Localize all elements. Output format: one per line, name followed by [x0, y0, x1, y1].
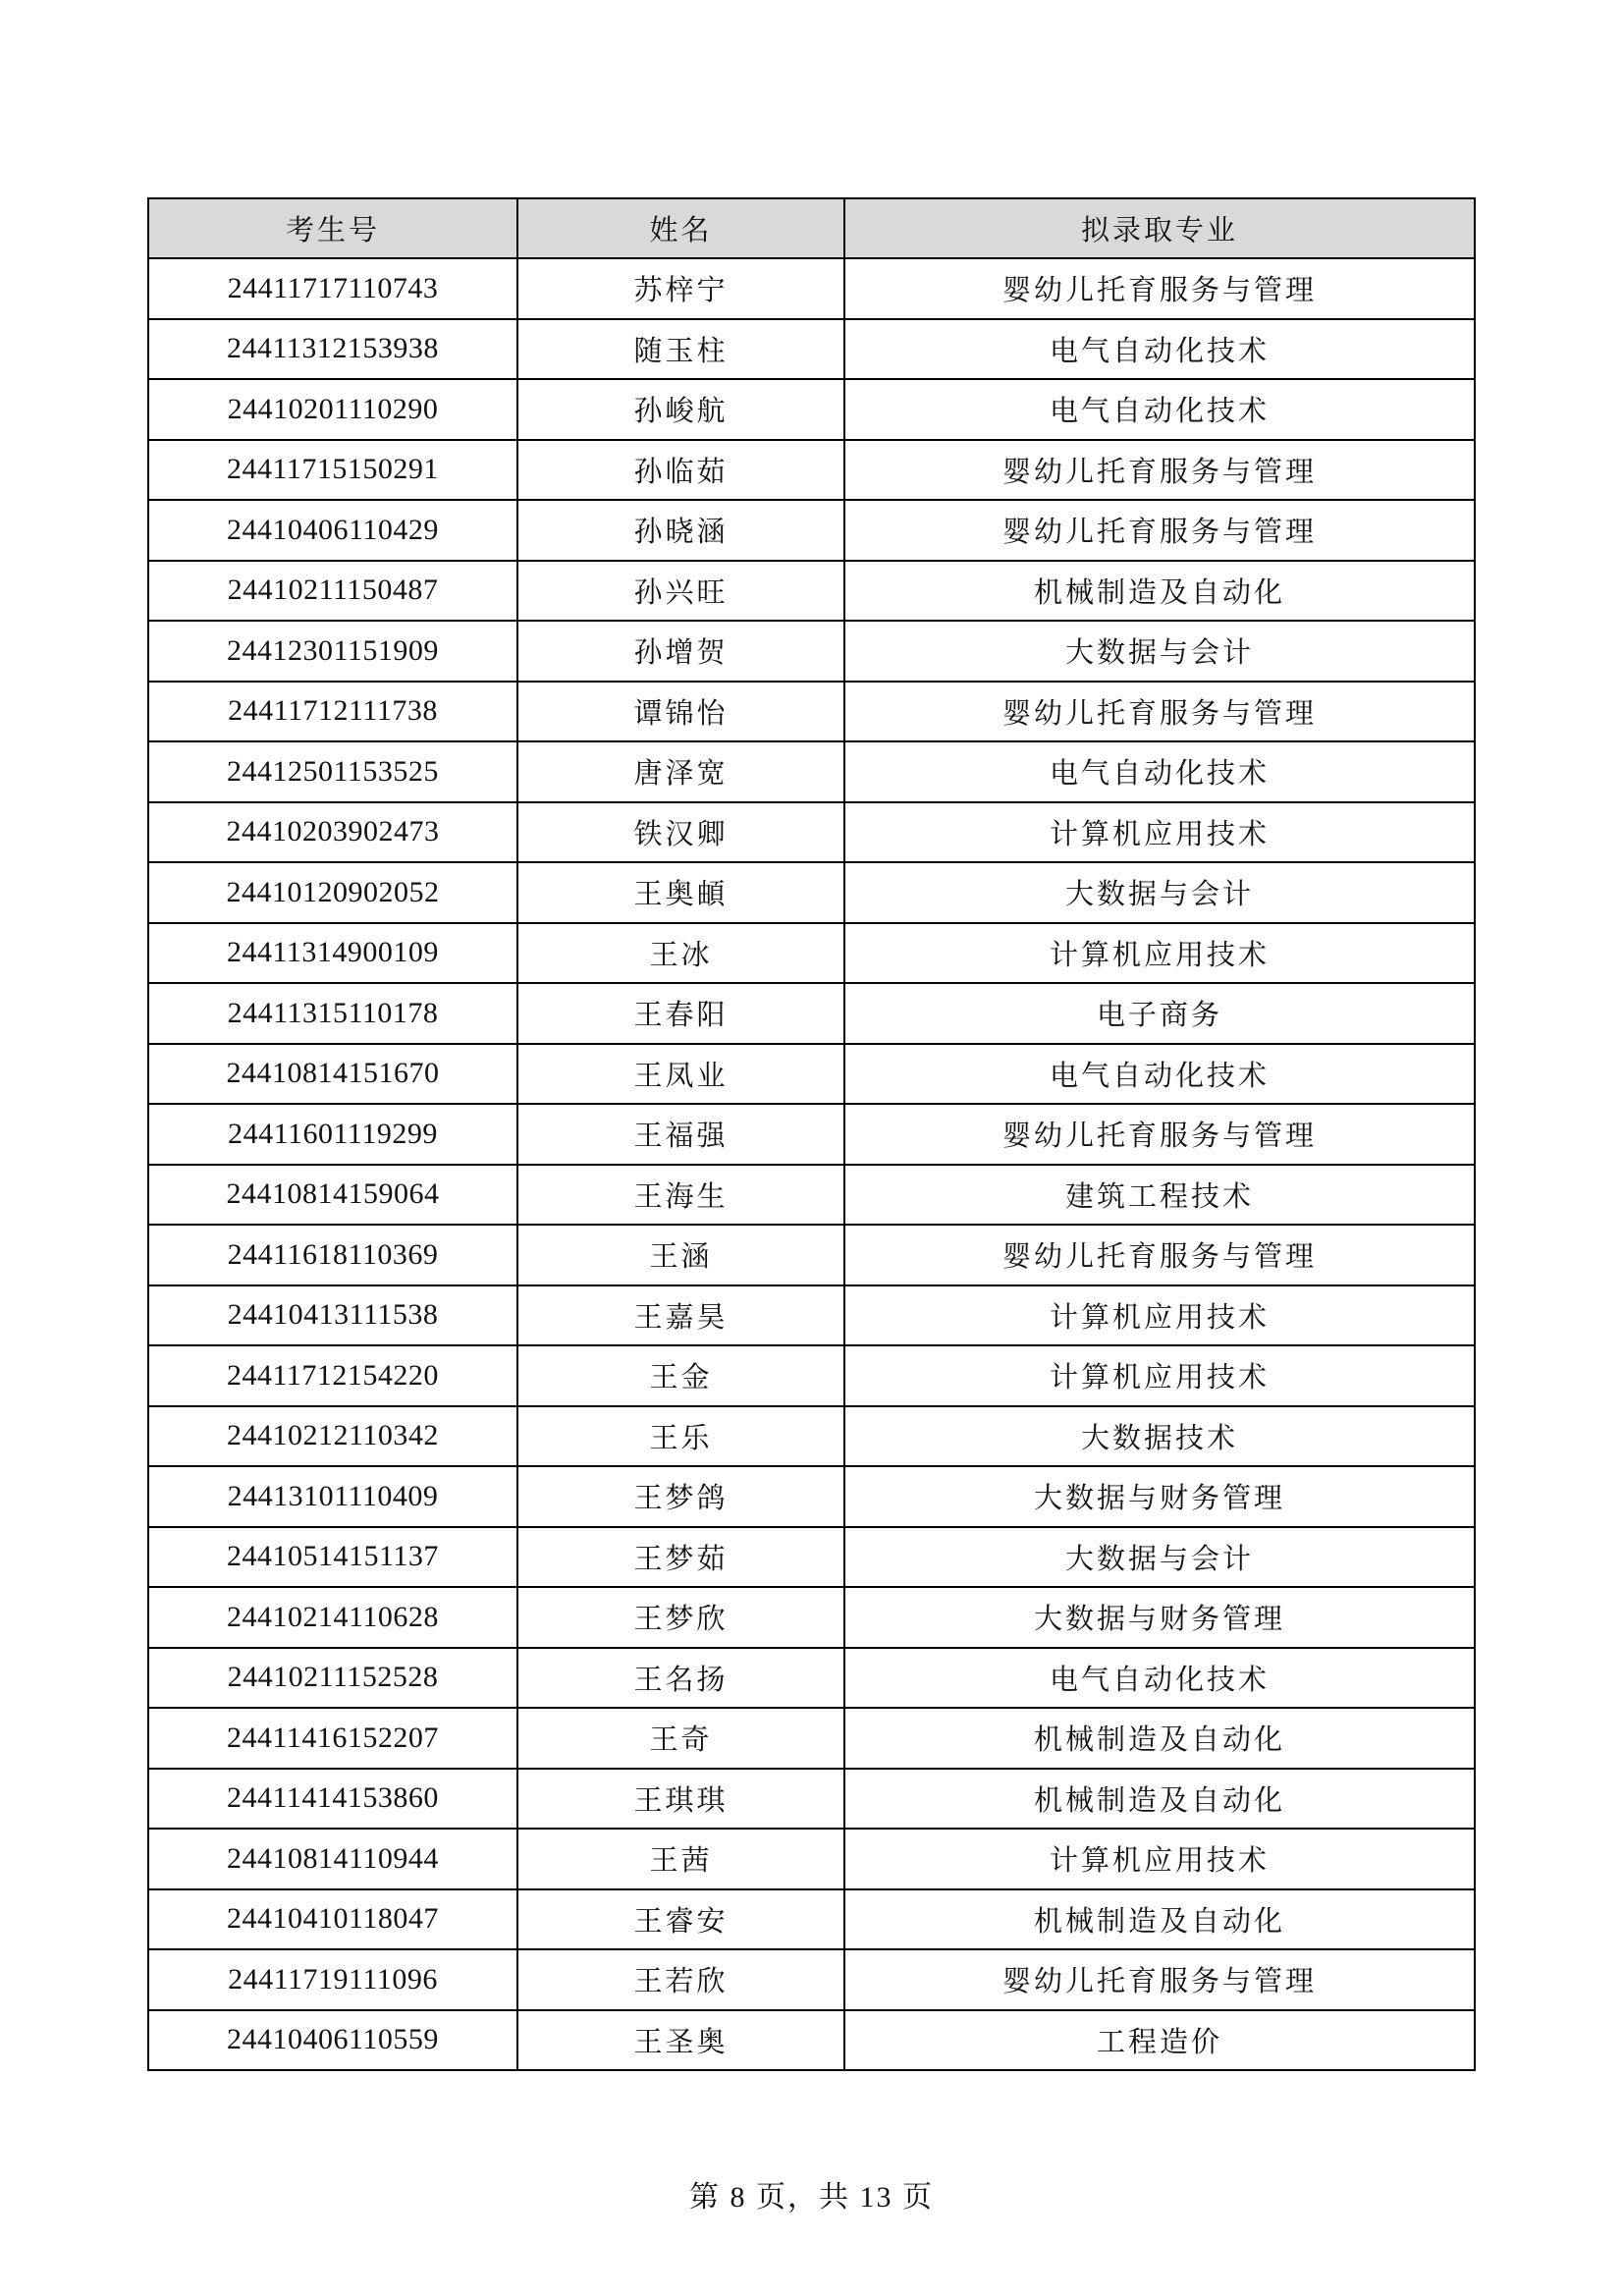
student-name-cell: 王奥頔 [517, 862, 844, 923]
major-cell: 计算机应用技术 [844, 923, 1475, 984]
table-row [148, 1527, 1475, 1588]
student-name-cell: 孙增贺 [517, 621, 844, 682]
exam-number-cell: 24410212110342 [148, 1406, 517, 1467]
table-body [148, 258, 1475, 2070]
major-cell: 机械制造及自动化 [844, 561, 1475, 622]
student-name-cell: 王涵 [517, 1225, 844, 1285]
student-name-cell: 孙兴旺 [517, 561, 844, 622]
student-name-cell: 王嘉昊 [517, 1285, 844, 1346]
major-cell: 大数据与财务管理 [844, 1587, 1475, 1648]
header-exam-number: 考生号 [148, 198, 517, 258]
table-row [148, 1104, 1475, 1165]
exam-number-cell: 24410120902052 [148, 862, 517, 923]
exam-number-cell: 24411719111096 [148, 1949, 517, 2010]
major-cell: 大数据与会计 [844, 862, 1475, 923]
exam-number-cell: 24411717110743 [148, 258, 517, 319]
major-cell: 婴幼儿托育服务与管理 [844, 682, 1475, 742]
exam-number-cell: 24410514151137 [148, 1527, 517, 1588]
exam-number-cell: 24410406110559 [148, 2010, 517, 2071]
header-row [148, 198, 1475, 258]
table-row [148, 1648, 1475, 1709]
table-row [148, 862, 1475, 923]
table-row [148, 258, 1475, 319]
exam-number-cell: 24411312153938 [148, 319, 517, 380]
header-major: 拟录取专业 [844, 198, 1475, 258]
major-cell: 婴幼儿托育服务与管理 [844, 1104, 1475, 1165]
table-row [148, 1708, 1475, 1769]
major-cell: 电气自动化技术 [844, 1648, 1475, 1709]
table-row [148, 1466, 1475, 1527]
student-name-cell: 王奇 [517, 1708, 844, 1769]
table-row [148, 1406, 1475, 1467]
student-name-cell: 王梦鸽 [517, 1466, 844, 1527]
table-row [148, 379, 1475, 440]
student-name-cell: 王琪琪 [517, 1769, 844, 1830]
student-name-cell: 王冰 [517, 923, 844, 984]
table-row [148, 500, 1475, 561]
student-name-cell: 王梦茹 [517, 1527, 844, 1588]
major-cell: 电气自动化技术 [844, 1044, 1475, 1105]
exam-number-cell: 24410211152528 [148, 1648, 517, 1709]
exam-number-cell: 24411715150291 [148, 440, 517, 501]
student-name-cell: 孙临茹 [517, 440, 844, 501]
student-name-cell: 王福强 [517, 1104, 844, 1165]
exam-number-cell: 24411314900109 [148, 923, 517, 984]
table-row [148, 802, 1475, 863]
exam-number-cell: 24411712111738 [148, 682, 517, 742]
exam-number-cell: 24410410118047 [148, 1889, 517, 1950]
exam-number-cell: 24410201110290 [148, 379, 517, 440]
major-cell: 计算机应用技术 [844, 1829, 1475, 1889]
admission-table [147, 197, 1476, 2071]
student-name-cell: 王凤业 [517, 1044, 844, 1105]
major-cell: 电气自动化技术 [844, 741, 1475, 802]
table-row [148, 1225, 1475, 1285]
major-cell: 婴幼儿托育服务与管理 [844, 500, 1475, 561]
major-cell: 计算机应用技术 [844, 802, 1475, 863]
table-row [148, 923, 1475, 984]
exam-number-cell: 24410814110944 [148, 1829, 517, 1889]
major-cell: 计算机应用技术 [844, 1285, 1475, 1346]
student-name-cell: 王梦欣 [517, 1587, 844, 1648]
major-cell: 计算机应用技术 [844, 1345, 1475, 1406]
table-row [148, 1165, 1475, 1226]
major-cell: 婴幼儿托育服务与管理 [844, 1949, 1475, 2010]
table-row [148, 1769, 1475, 1830]
exam-number-cell: 24411414153860 [148, 1769, 517, 1830]
student-name-cell: 谭锦怡 [517, 682, 844, 742]
table-row [148, 682, 1475, 742]
exam-number-cell: 24411315110178 [148, 983, 517, 1044]
student-name-cell: 王海生 [517, 1165, 844, 1226]
student-name-cell: 王金 [517, 1345, 844, 1406]
header-name: 姓名 [517, 198, 844, 258]
major-cell: 电气自动化技术 [844, 319, 1475, 380]
table-row [148, 1044, 1475, 1105]
student-name-cell: 孙峻航 [517, 379, 844, 440]
table-row [148, 2010, 1475, 2071]
table-row [148, 983, 1475, 1044]
major-cell: 工程造价 [844, 2010, 1475, 2071]
major-cell: 大数据与财务管理 [844, 1466, 1475, 1527]
major-cell: 电子商务 [844, 983, 1475, 1044]
exam-number-cell: 24411618110369 [148, 1225, 517, 1285]
exam-number-cell: 24410203902473 [148, 802, 517, 863]
exam-number-cell: 24410406110429 [148, 500, 517, 561]
exam-number-cell: 24413101110409 [148, 1466, 517, 1527]
student-name-cell: 王春阳 [517, 983, 844, 1044]
page-number: 第 8 页，共 13 页 [689, 2181, 934, 2214]
major-cell: 电气自动化技术 [844, 379, 1475, 440]
table-row [148, 1285, 1475, 1346]
table-row [148, 440, 1475, 501]
major-cell: 机械制造及自动化 [844, 1708, 1475, 1769]
major-cell: 大数据与会计 [844, 1527, 1475, 1588]
student-name-cell: 王茜 [517, 1829, 844, 1889]
exam-number-cell: 24411601119299 [148, 1104, 517, 1165]
table-row [148, 1345, 1475, 1406]
table-row [148, 1829, 1475, 1889]
exam-number-cell: 24411416152207 [148, 1708, 517, 1769]
student-name-cell: 孙晓涵 [517, 500, 844, 561]
table-header [148, 198, 1475, 258]
student-name-cell: 铁汉卿 [517, 802, 844, 863]
exam-number-cell: 24410214110628 [148, 1587, 517, 1648]
table-row [148, 1889, 1475, 1950]
student-name-cell: 王若欣 [517, 1949, 844, 2010]
exam-number-cell: 24410814159064 [148, 1165, 517, 1226]
student-name-cell: 唐泽宽 [517, 741, 844, 802]
table-row [148, 621, 1475, 682]
student-name-cell: 王睿安 [517, 1889, 844, 1950]
exam-number-cell: 24410413111538 [148, 1285, 517, 1346]
table-row [148, 319, 1475, 380]
table-row [148, 1587, 1475, 1648]
major-cell: 大数据与会计 [844, 621, 1475, 682]
major-cell: 建筑工程技术 [844, 1165, 1475, 1226]
table-row [148, 561, 1475, 622]
major-cell: 机械制造及自动化 [844, 1889, 1475, 1950]
table-row [148, 741, 1475, 802]
table-row [148, 1949, 1475, 2010]
major-cell: 机械制造及自动化 [844, 1769, 1475, 1830]
student-name-cell: 王乐 [517, 1406, 844, 1467]
student-name-cell: 王圣奥 [517, 2010, 844, 2071]
student-name-cell: 苏梓宁 [517, 258, 844, 319]
major-cell: 婴幼儿托育服务与管理 [844, 1225, 1475, 1285]
exam-number-cell: 24412301151909 [148, 621, 517, 682]
student-name-cell: 随玉柱 [517, 319, 844, 380]
major-cell: 婴幼儿托育服务与管理 [844, 440, 1475, 501]
major-cell: 婴幼儿托育服务与管理 [844, 258, 1475, 319]
major-cell: 大数据技术 [844, 1406, 1475, 1467]
exam-number-cell: 24412501153525 [148, 741, 517, 802]
exam-number-cell: 24411712154220 [148, 1345, 517, 1406]
student-name-cell: 王名扬 [517, 1648, 844, 1709]
exam-number-cell: 24410814151670 [148, 1044, 517, 1105]
exam-number-cell: 24410211150487 [148, 561, 517, 622]
